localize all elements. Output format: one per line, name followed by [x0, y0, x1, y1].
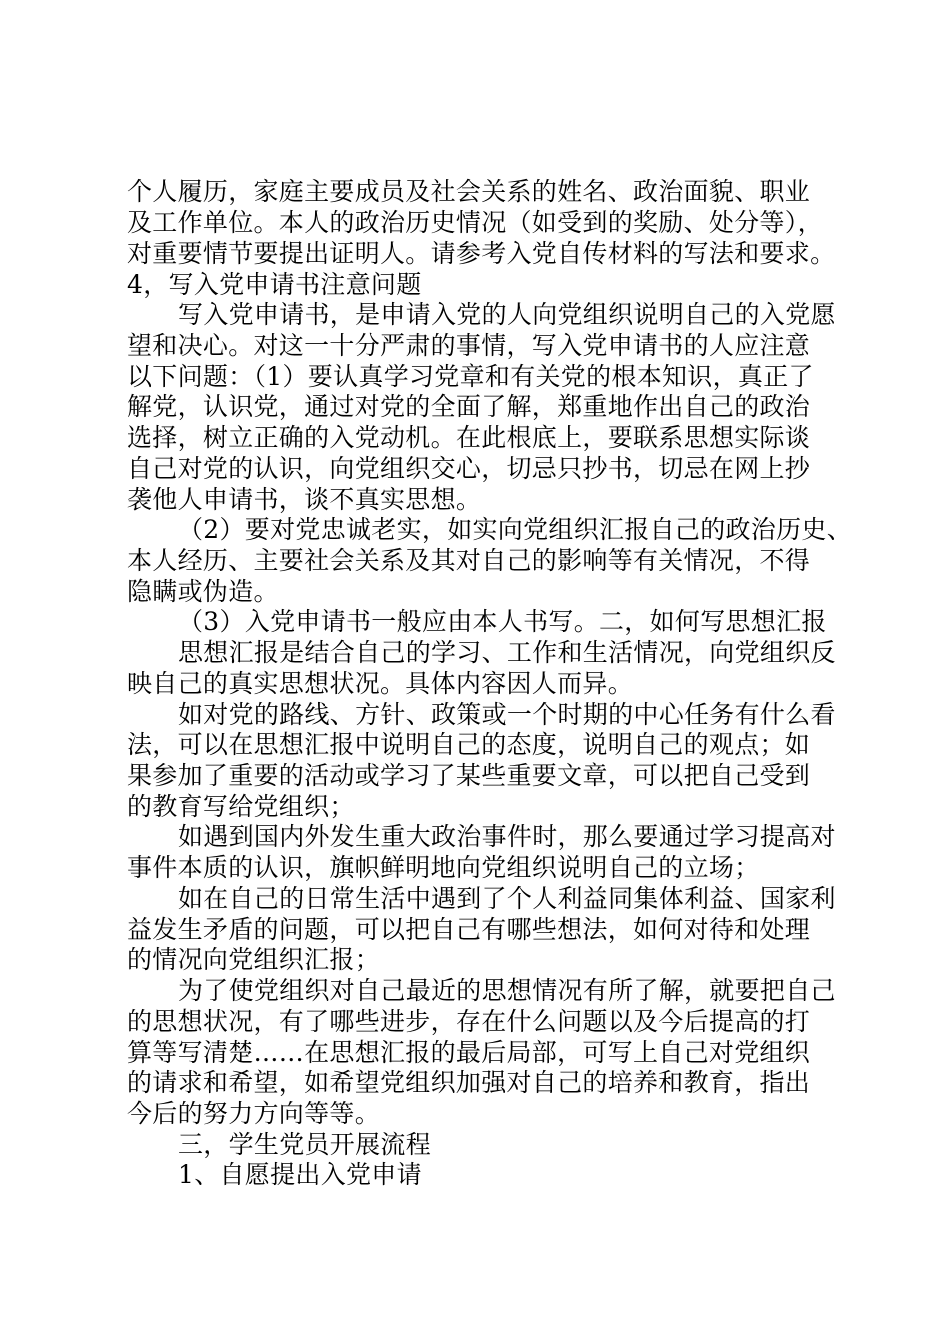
text-line: 益发生矛盾的问题，可以把自己有哪些想法，如何对待和处理 [127, 915, 811, 944]
text-line: 以下问题：（1）要认真学习党章和有关党的根本知识，真正了 [127, 362, 814, 391]
text-line: 解党，认识党，通过对党的全面了解，郑重地作出自己的政治 [127, 392, 811, 421]
text-line: 如遇到国内外发生重大政治事件时，那么要通过学习提高对 [178, 822, 836, 851]
text-line: 4，写入党申请书注意问题 [127, 270, 422, 299]
text-line: 果参加了重要的活动或学习了某些重要文章，可以把自己受到 [127, 761, 811, 790]
text-line: 法，可以在思想汇报中说明自己的态度，说明自己的观点；如 [127, 730, 811, 759]
text-line: 袭他人申请书，谈不真实思想。 [127, 485, 482, 514]
text-line: 的思想状况，有了哪些进步，存在什么问题以及今后提高的打 [127, 1007, 811, 1036]
text-line: 的教育写给党组织； [127, 792, 355, 821]
text-line: 对重要情节要提出证明人。请参考入党自传材料的写法和要求。 [127, 239, 836, 268]
text-line: 如对党的路线、方针、政策或一个时期的中心任务有什么看 [178, 700, 836, 729]
text-line: 及工作单位。本人的政治历史情况（如受到的奖励、处分等）， [127, 208, 823, 237]
text-line: 今后的努力方向等等。 [127, 1099, 381, 1128]
text-line: （2）要对党忠诚老实，如实向党组织汇报自己的政治历史、 [178, 515, 853, 544]
text-line: 本人经历、主要社会关系及其对自己的影响等有关情况，不得 [127, 546, 811, 575]
text-line: 的请求和希望，如希望党组织加强对自己的培养和教育，指出 [127, 1068, 811, 1097]
text-line: 自己对党的认识，向党组织交心，切忌只抄书，切忌在网上抄 [127, 454, 811, 483]
text-line: 为了使党组织对自己最近的思想情况有所了解，就要把自己 [178, 976, 836, 1005]
text-line: 望和决心。对这一十分严肃的事情，写入党申请书的人应注意 [127, 331, 811, 360]
text-line: 事件本质的认识，旗帜鲜明地向党组织说明自己的立场； [127, 853, 760, 882]
text-line: 选择，树立正确的入党动机。在此根底上，要联系思想实际谈 [127, 423, 811, 452]
text-line: 写入党申请书，是申请入党的人向党组织说明自己的入党愿 [178, 300, 836, 329]
text-line: 的情况向党组织汇报； [127, 945, 381, 974]
text-line: 如在自己的日常生活中遇到了个人利益同集体利益、国家利 [178, 884, 836, 913]
text-line: 算等写清楚……在思想汇报的最后局部，可写上自己对党组织 [127, 1038, 811, 1067]
text-line: 个人履历，家庭主要成员及社会关系的姓名、政治面貌、职业 [127, 177, 811, 206]
section-heading: 三，学生党员开展流程 [178, 1130, 432, 1159]
section-heading: 1、自愿提出入党申请 [178, 1160, 422, 1189]
text-line: （3）入党申请书一般应由本人书写。二，如何写思想汇报 [178, 607, 827, 636]
text-line: 映自己的真实思想状况。具体内容因人而异。 [127, 669, 634, 698]
text-line: 隐瞒或伪造。 [127, 577, 279, 606]
text-line: 思想汇报是结合自己的学习、工作和生活情况，向党组织反 [178, 638, 836, 667]
